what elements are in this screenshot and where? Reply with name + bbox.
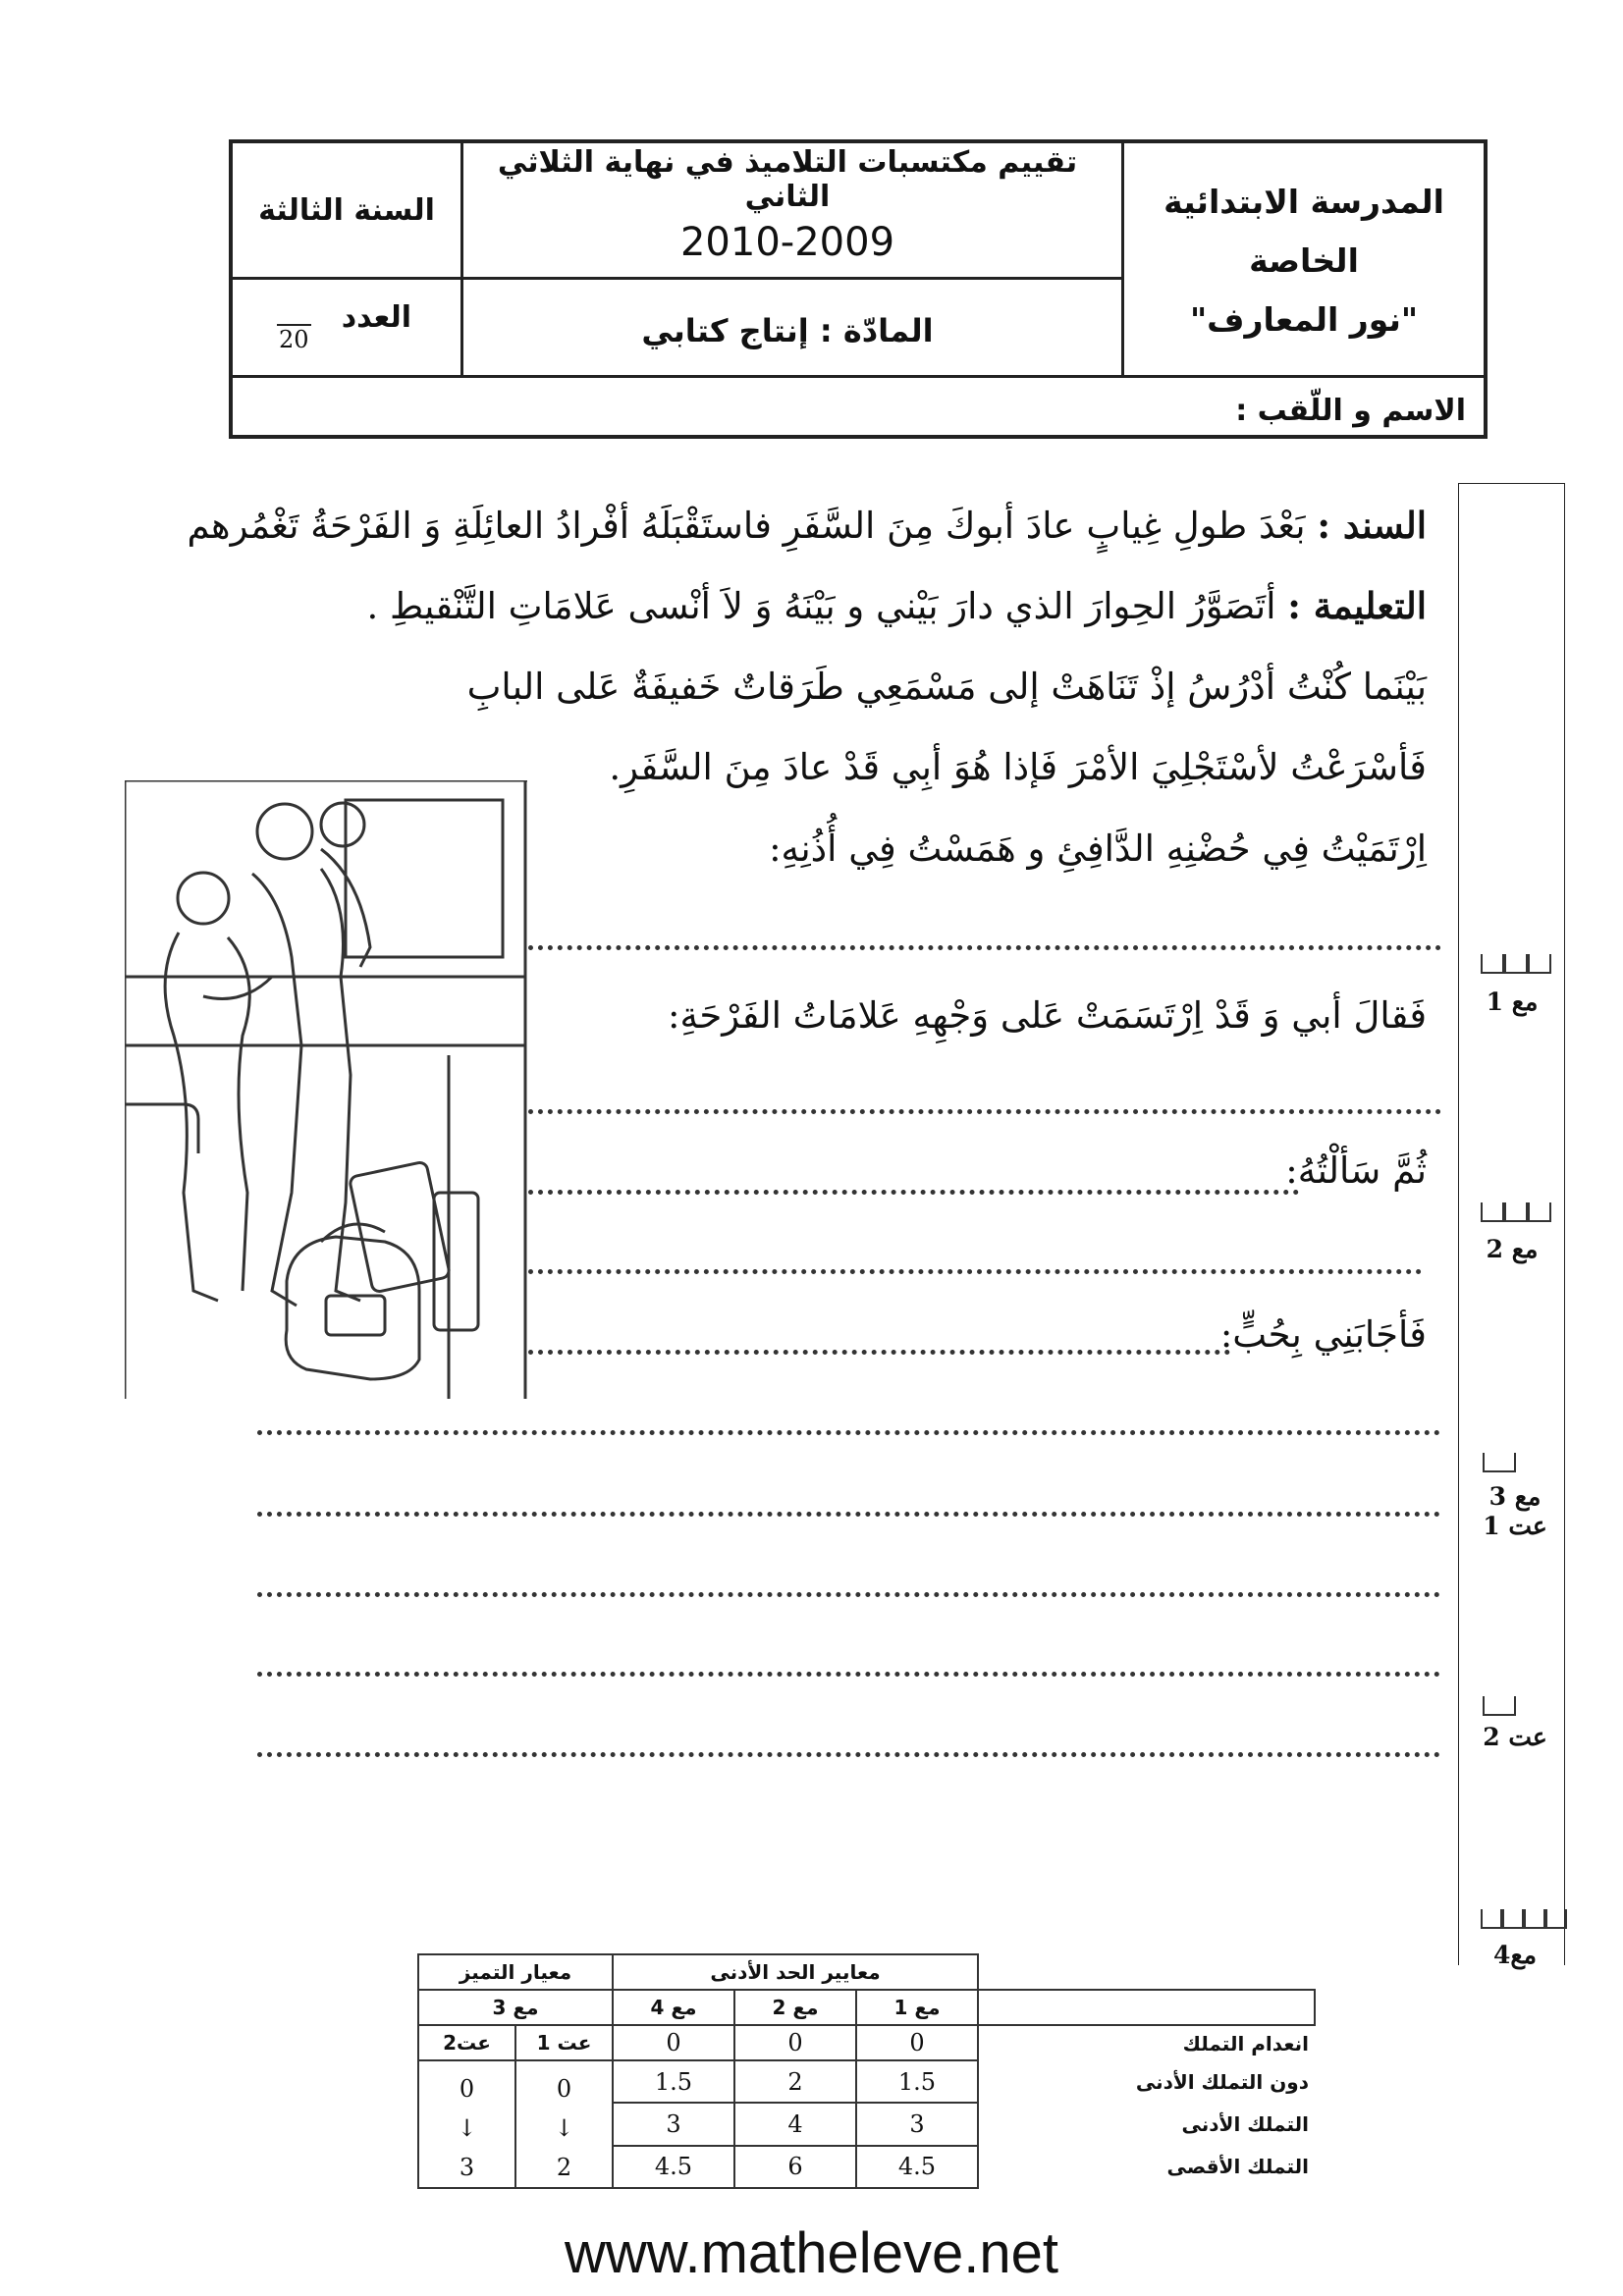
instruction-line (367, 581, 1427, 631)
min-criteria-header: معايير الحد الأدنى (613, 1954, 978, 1990)
answer-line[interactable] (528, 1109, 1441, 1114)
e2-min: 0 (459, 2075, 475, 2103)
e1-max: 2 (556, 2154, 572, 2181)
row-label: التملك الأقصى (1166, 2155, 1309, 2179)
school-year: 2010-2009 (679, 220, 895, 265)
cell: 0 (613, 2025, 734, 2060)
instruction-label: التعليمة : (1287, 584, 1427, 627)
score-boxes-m1[interactable] (1481, 954, 1551, 974)
down-arrow-icon: ↓ (554, 2114, 574, 2142)
grade-box (233, 281, 460, 375)
col-e1: عت 1 (515, 2025, 613, 2060)
answer-line[interactable] (528, 1190, 1299, 1195)
answer-line[interactable] (257, 1592, 1440, 1597)
col-e2: عت2 (418, 2025, 515, 2060)
story-line-2: فَأسْرَعْتُ لأسْتَجْلِيَ الأمْرَ فَإذا هُوَ أبِي قَدْ عادَ مِنَ السَّفَرِ. (609, 746, 1427, 788)
family-reunion-drawing (125, 780, 529, 1399)
website-url[interactable]: www.matheleve.net (565, 2221, 1058, 2285)
school-line2: "نور المعارف" (1189, 300, 1419, 339)
down-arrow-icon: ↓ (457, 2114, 477, 2142)
cell-e2-range (418, 2060, 515, 2188)
col-m1: مع 1 (856, 1990, 978, 2025)
class-level: السنة الثالثة (258, 192, 435, 228)
margin-label-e1: عت 1 (1483, 1512, 1547, 1540)
e2-max: 3 (459, 2154, 475, 2181)
margin-label-m2: مع 2 (1486, 1235, 1539, 1263)
margin-border (1458, 483, 1564, 484)
subject: المادّة : إنتاج كتابي (641, 312, 934, 349)
answer-line[interactable] (257, 1752, 1440, 1757)
cell-e1-range (515, 2060, 613, 2188)
cell: 0 (734, 2025, 856, 2060)
answer-line[interactable] (257, 1512, 1440, 1517)
sanad-line (187, 501, 1427, 551)
score-boxes-m4[interactable] (1481, 1909, 1567, 1929)
score-box-m3[interactable] (1483, 1453, 1516, 1472)
story-line-6: فَأجَابَنِي بِحُبٍّ: (1219, 1313, 1427, 1356)
answer-line[interactable] (257, 1430, 1440, 1435)
story-line-3: اِرْتَمَيْتُ فِي حُضْنِهِ الدَّافِئِ و هَمَسْتُ فِي أُذُنِهِ: (769, 828, 1427, 870)
school-name (1121, 143, 1487, 379)
cell: 4.5 (856, 2146, 978, 2188)
cell: 4 (734, 2103, 856, 2145)
answer-line[interactable] (528, 945, 1441, 950)
cell: 2 (734, 2060, 856, 2103)
row-label: التملك الأدنى (1181, 2111, 1309, 2136)
name-field-label: الاسم و اللّقب : (1235, 393, 1466, 428)
sanad-text: بَعْدَ طولِ غِيابٍ عادَ أبوكَ مِنَ السَّفَرِ فاستَقْبَلَهُ أفْرادُ العائِلَةِ وَ الفَرْحَةُ تَغْمُرهم (187, 505, 1306, 547)
score-boxes-m2[interactable] (1481, 1202, 1551, 1222)
row-label: دون التملك الأدنى (1135, 2069, 1309, 2094)
e1-min: 0 (556, 2075, 572, 2103)
cell: 6 (734, 2146, 856, 2188)
score-box-e2[interactable] (1483, 1696, 1516, 1716)
margin-border (1564, 483, 1565, 1965)
col-m3: مع 3 (418, 1990, 613, 2025)
evaluation-title: تقييم مكتسبات التلاميذ في نهاية الثلاثي الثاني (497, 145, 1078, 214)
margin-label-e2: عت 2 (1483, 1723, 1547, 1751)
cell: 0 (856, 2025, 978, 2060)
exam-header (229, 139, 1488, 439)
sanad-label: السند : (1317, 504, 1427, 547)
margin-label-m3: مع 3 (1488, 1482, 1542, 1511)
col-m4: مع 4 (613, 1990, 734, 2025)
row-label: انعدام التملك (1182, 2031, 1309, 2056)
cell: 3 (613, 2103, 734, 2145)
story-line-4: فَقالَ أبي وَ قَدْ اِرْتَسَمَتْ عَلى وَجْهِهِ عَلامَاتُ الفَرْحَةِ: (668, 994, 1427, 1037)
margin-label-m4: مع4 (1492, 1941, 1538, 1969)
col-m2: مع 2 (734, 1990, 856, 2025)
answer-line[interactable] (257, 1672, 1440, 1677)
excellence-criteria-header: معيار التميز (418, 1954, 613, 1990)
margin-label-m1: مع 1 (1486, 988, 1539, 1016)
school-line1: المدرسة الابتدائية الخاصة (1163, 183, 1444, 280)
story-line-5: ثُمَّ سَألْتُهُ: (1285, 1149, 1427, 1192)
family-illustration (125, 780, 529, 1399)
answer-line[interactable] (528, 1269, 1422, 1274)
grade-label: العدد (341, 300, 411, 335)
answer-line[interactable] (528, 1350, 1230, 1355)
cell: 1.5 (856, 2060, 978, 2103)
margin-border (1458, 483, 1459, 1965)
story-line-1: بَيْنَما كُنْتُ أدْرُسُ إذْ تَنَاهَتْ إلى مَسْمَعِي طَرَقاتٌ خَفيفَةٌ عَلى البابِ (466, 666, 1427, 708)
instruction-text: أتَصَوَّرُ الحِوارَ الذي دارَ بَيْني و بَيْنَهُ وَ لاَ أنْسى عَلامَاتِ التَّنْقيطِ . (366, 585, 1276, 627)
cell: 3 (856, 2103, 978, 2145)
grading-criteria-table (417, 1953, 1316, 2189)
cell: 1.5 (613, 2060, 734, 2103)
cell: 4.5 (613, 2146, 734, 2188)
grade-denominator: 20 (279, 326, 309, 353)
